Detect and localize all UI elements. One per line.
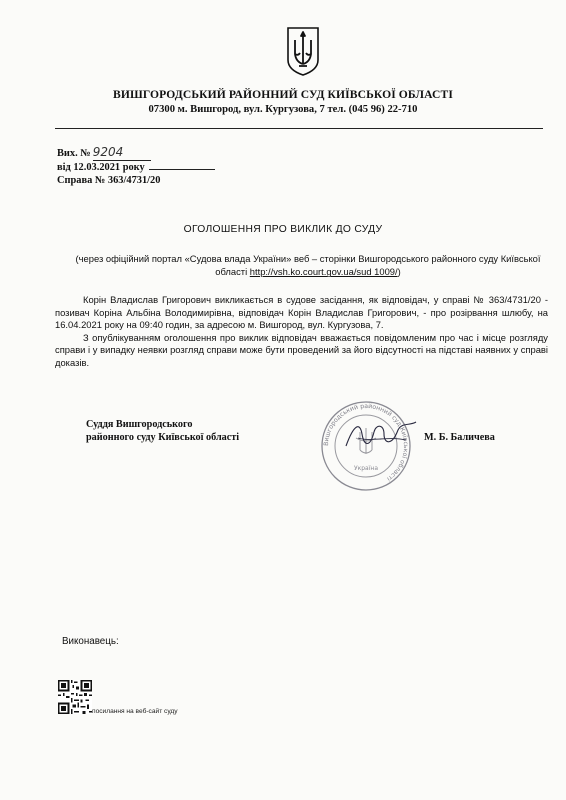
qr-caption: посилання на веб-сайт суду [92,708,178,715]
outgoing-number: 9204 [93,146,151,161]
notice-paragraph-consequence: З опублікуванням оголошення про виклик відповідач вважається повідомленим про час і місце розгляду справи і у випадку неявки розгляд справи може бути проведений за його відсутності на підставі наявних у справі доказів. [55,331,548,368]
notice-body [55,294,548,370]
reference-block [57,146,215,188]
qr-code-icon[interactable] [58,680,92,714]
court-address: 07300 м. Вишгород, вул. Кургузова, 7 тел. (045 96) 22-710 [148,104,418,115]
seal-outer-text: Вишгородський районний суд Київської області [322,402,410,483]
judge-title-line2: районного суду Київської області [86,432,240,444]
notice-title: ОГОЛОШЕННЯ ПРО ВИКЛИК ДО СУДУ [183,224,383,235]
judge-title-line1: Суддя Вишгородського [86,419,193,430]
judge-name: М. Б. Баличева [424,432,495,443]
handwritten-signature [340,416,420,456]
court-website-link[interactable]: http://vsh.ko.court.gov.ua/sud 1009/ [249,266,398,278]
publication-source-close: ) [397,266,401,278]
notice-paragraph-summons: Корін Владислав Григорович викликається в судове засідання, як відповідач, у справі № 363/4731/20 - позивач Коріна Альбіна Володимирівна, відповідач Корін Владислав Григорович, - про розірвання шлюбу, на 16.04.2021 року на 09:40 годин, за адресою м. Вишгород, вул. Кургузова, 7. [55,294,548,331]
judge-title [86,418,239,444]
outgoing-label: Вих. № [57,148,91,159]
header-divider [55,128,543,129]
date-underline [149,161,215,170]
executor-label: Виконавець: [62,636,119,647]
court-name: ВИШГОРОДСЬКИЙ РАЙОННИЙ СУД КИЇВСЬКОЇ ОБЛАСТІ [113,88,453,101]
seal-inner-text: Україна [353,465,379,472]
publication-source-text: (через офіційний портал «Судова влада України» веб – сторінки Вишгородського районного суду Київської області [75,253,541,278]
tryzub-emblem-icon [286,26,320,76]
outgoing-date: від 12.03.2021 року [57,161,145,173]
publication-source [70,252,546,279]
case-number: Справа № 363/4731/20 [57,175,161,187]
